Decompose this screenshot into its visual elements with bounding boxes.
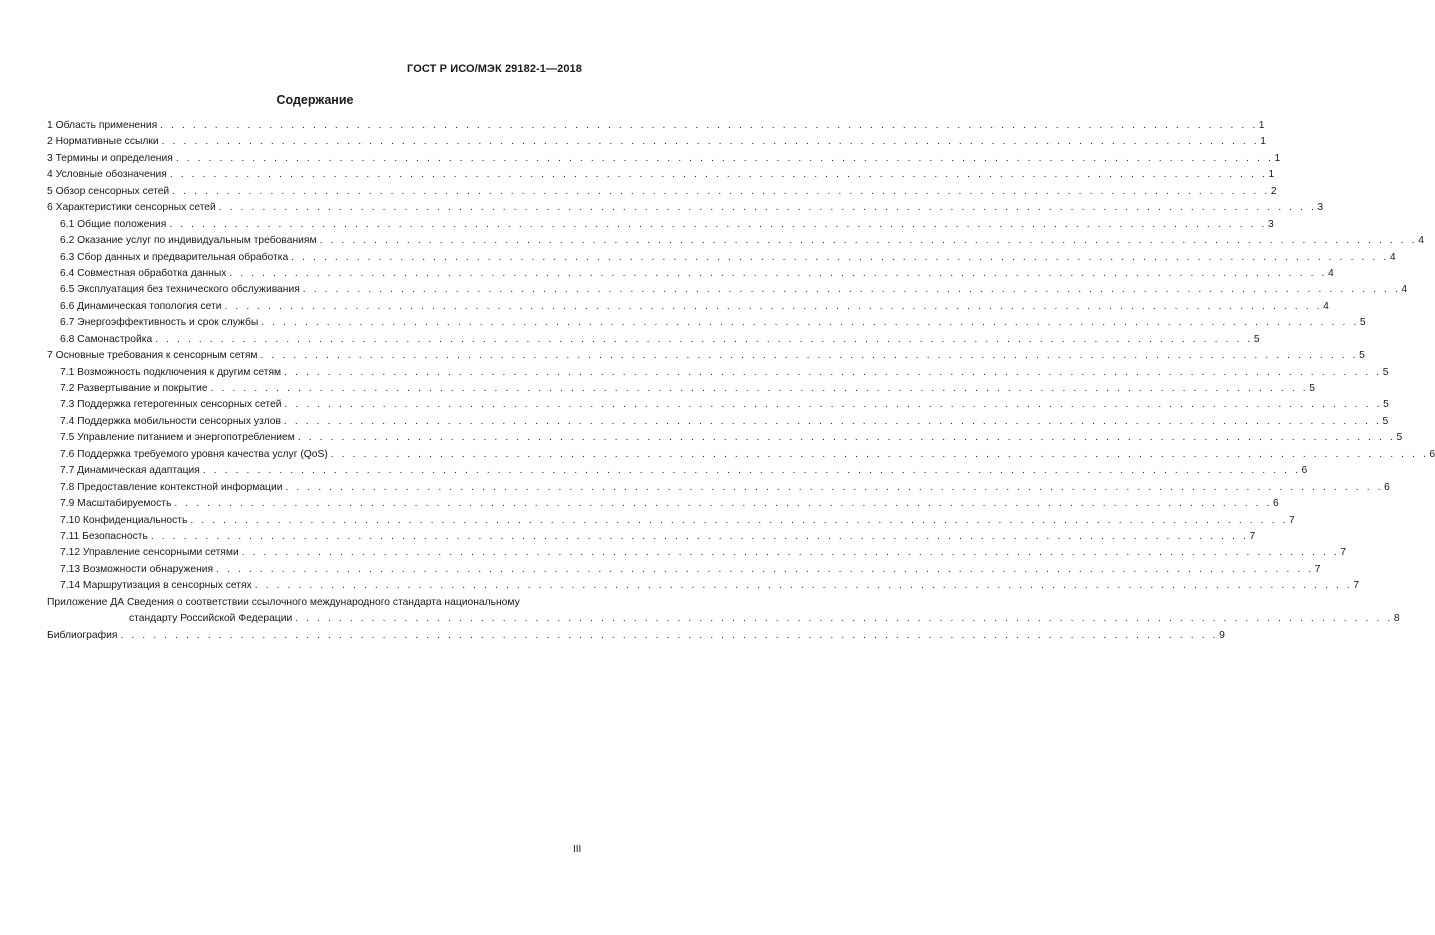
leader-dots: . . . . . . . . . . . . . . . . . . . . . . . . . . . . . . . . . . . . . . . . . . . . . . . . . . . . . . . . . . . . . . . . . . . . . . . . . . . . . . . . . . . . . . . . . . . . . . . . . . . . . [210, 383, 1309, 394]
table-of-contents [47, 118, 1435, 644]
toc-entry-page: 1 [1260, 136, 1266, 148]
toc-subentry[interactable] [47, 233, 1424, 249]
leader-dots: . . . . . . . . . . . . . . . . . . . . . . . . . . . . . . . . . . . . . . . . . . . . . . . . . . . . . . . . . . . . . . . . . . . . . . . . . . . . . . . . . . . . . . . . . . . . . . . . . . . . . [190, 514, 1288, 526]
toc-entry-page: 4 [1323, 300, 1329, 312]
toc-entry-page: 3 [1317, 202, 1324, 214]
toc-subentry[interactable] [47, 545, 1347, 561]
document-header: ГОСТ Р ИСО/МЭК 29182-1—2018 [407, 63, 582, 75]
toc-entry-label: 2 Нормативные ссылки [47, 136, 159, 148]
toc-entry-page: 4 [1328, 267, 1334, 279]
leader-dots: . . . . . . . . . . . . . . . . . . . . . . . . . . . . . . . . . . . . . . . . . . . . . . . . . . . . . . . . . . . . . . . . . . . . . . . . . . . . . . . . . . . . . . . . . . . . . . . . . . . . . [241, 547, 1340, 559]
toc-entry-label: 7.4 Поддержка мобильности сенсорных узлов [60, 415, 281, 427]
leader-dots: . . . . . . . . . . . . . . . . . . . . . . . . . . . . . . . . . . . . . . . . . . . . . . . . . . . . . . . . . . . . . . . . . . . . . . . . . . . . . . . . . . . . . . . . . . . . . . . . . . . . . [302, 284, 1401, 296]
toc-entry-page: 3 [1267, 218, 1274, 230]
leader-dots: . . . . . . . . . . . . . . . . . . . . . . . . . . . . . . . . . . . . . . . . . . . . . . . . . . . . . . . . . . . . . . . . . . . . . . . . . . . . . . . . . . . . . . . . . . . . . . . . . . . . . [229, 267, 1328, 279]
toc-entry-label: 6 Характеристики сенсорных сетей [47, 202, 216, 214]
leader-dots: . . . . . . . . . . . . . . . . . . . . . . . . . . . . . . . . . . . . . . . . . . . . . . . . . . . . . . . . . . . . . . . . . . . . . . . . . . . . . . . . . . . . . . . . . . . . . . . . . . . . . [161, 136, 1260, 148]
toc-entry-page: 5 [1359, 317, 1366, 329]
leader-dots: . . . . . . . . . . . . . . . . . . . . . . . . . . . . . . . . . . . . . . . . . . . . . . . . . . . . . . . . . . . . . . . . . . . . . . . . . . . . . . . . . . . . . . . . . . . . . . . . . . . . . [175, 152, 1274, 164]
leader-dots: . . . . . . . . . . . . . . . . . . . . . . . . . . . . . . . . . . . . . . . . . . . . . . . . . . . . . . . . . . . . . . . . . . . . . . . . . . . . . . . . . . . . . . . . . . . . . . . . . . . . . [169, 169, 1268, 181]
toc-entry-label: 7.1 Возможность подключения к другим сетям [60, 366, 282, 378]
toc-subentry[interactable] [47, 529, 1256, 545]
appendix-title-line1: Приложение ДА Сведения о соответствии ссылочного международного стандарта национальному [47, 596, 520, 608]
leader-dots: . . . . . . . . . . . . . . . . . . . . . . . . . . . . . . . . . . . . . . . . . . . . . . . . . . . . . . . . . . . . . . . . . . . . . . . . . . . . . . . . . . . . . . . . . . . . . . . . . . . . . [285, 481, 1384, 493]
toc-subentry[interactable] [47, 447, 1435, 463]
toc-entry-page: 9 [1219, 629, 1225, 641]
toc-entry-label: 6.8 Самонастройка [60, 333, 153, 345]
toc-subentry[interactable] [47, 332, 1260, 348]
toc-subentry[interactable] [47, 365, 1389, 381]
toc-subentry[interactable] [47, 578, 1360, 594]
toc-entry-page: 2 [1270, 185, 1277, 197]
toc-entry-label: 7.5 Управление питанием и энергопотреблением [60, 432, 295, 444]
toc-entry-label: 6.6 Динамическая топология сети [60, 300, 222, 312]
toc-subentry[interactable] [47, 513, 1295, 529]
leader-dots: . . . . . . . . . . . . . . . . . . . . . . . . . . . . . . . . . . . . . . . . . . . . . . . . . . . . . . . . . . . . . . . . . . . . . . . . . . . . . . . . . . . . . . . . . . . . . . . . . . . . . [172, 185, 1270, 197]
toc-entry-label: 7.11 Безопасность [60, 530, 148, 542]
leader-dots: . . . . . . . . . . . . . . . . . . . . . . . . . . . . . . . . . . . . . . . . . . . . . . . . . . . . . . . . . . . . . . . . . . . . . . . . . . . . . . . . . . . . . . . . . . . . . . . . . . . . . [202, 465, 1301, 477]
toc-entry-label: 7.3 Поддержка гетерогенных сенсорных сетей [60, 399, 282, 411]
page-number: III [573, 844, 582, 855]
toc-entry-page: 5 [1383, 399, 1389, 411]
toc-entry[interactable] [47, 348, 1365, 364]
toc-subentry[interactable] [47, 315, 1366, 331]
leader-dots: . . . . . . . . . . . . . . . . . . . . . . . . . . . . . . . . . . . . . . . . . . . . . . . . . . . . . . . . . . . . . . . . . . . . . . . . . . . . . . . . . . . . . . . . . . . . . . . . . . . . . [284, 399, 1383, 411]
toc-entry-label: 7.8 Предоставление контекстной информации [60, 481, 283, 493]
toc-entry[interactable] [47, 134, 1266, 150]
toc-entry-page: 4 [1401, 284, 1408, 296]
toc-entry-page: 5 [1359, 350, 1365, 362]
toc-entry-label: 7.13 Возможности обнаружения [60, 563, 214, 575]
toc-entry-page: 5 [1309, 383, 1315, 394]
toc-entry-page: 4 [1389, 251, 1396, 263]
toc-subentry[interactable] [47, 381, 1315, 397]
leader-dots: . . . . . . . . . . . . . . . . . . . . . . . . . . . . . . . . . . . . . . . . . . . . . . . . . . . . . . . . . . . . . . . . . . . . . . . . . . . . . . . . . . . . . . . . . . . . . . . . . . . . . [295, 613, 1393, 625]
leader-dots: . . . . . . . . . . . . . . . . . . . . . . . . . . . . . . . . . . . . . . . . . . . . . . . . . . . . . . . . . . . . . . . . . . . . . . . . . . . . . . . . . . . . . . . . . . . . . . . . . . . . . [150, 530, 1249, 542]
leader-dots: . . . . . . . . . . . . . . . . . . . . . . . . . . . . . . . . . . . . . . . . . . . . . . . . . . . . . . . . . . . . . . . . . . . . . . . . . . . . . . . . . . . . . . . . . . . . . . . . . . . . . [297, 432, 1396, 444]
toc-entry-appendix[interactable] [47, 595, 1400, 628]
toc-entry-page: 5 [1382, 415, 1389, 427]
leader-dots: . . . . . . . . . . . . . . . . . . . . . . . . . . . . . . . . . . . . . . . . . . . . . . . . . . . . . . . . . . . . . . . . . . . . . . . . . . . . . . . . . . . . . . . . . . . . . . . . . . . . . [283, 415, 1382, 427]
toc-subentry[interactable] [47, 299, 1329, 315]
toc-entry-label: 7.2 Развертывание и покрытие [60, 383, 208, 394]
toc-subentry[interactable] [47, 430, 1403, 446]
toc-entry-page: 7 [1288, 514, 1295, 526]
leader-dots: . . . . . . . . . . . . . . . . . . . . . . . . . . . . . . . . . . . . . . . . . . . . . . . . . . . . . . . . . . . . . . . . . . . . . . . . . . . . . . . . . . . . . . . . . . . . . . . . . . . . . [169, 218, 1267, 230]
toc-entry-page: 1 [1268, 169, 1275, 181]
toc-entry-page: 6 [1384, 481, 1390, 493]
toc-entry-label: 4 Условные обозначения [47, 169, 167, 181]
toc-subentry[interactable] [47, 250, 1396, 266]
toc-subentry[interactable] [47, 282, 1408, 298]
toc-entry-label: 6.7 Энергоэффективность и срок службы [60, 317, 259, 329]
leader-dots: . . . . . . . . . . . . . . . . . . . . . . . . . . . . . . . . . . . . . . . . . . . . . . . . . . . . . . . . . . . . . . . . . . . . . . . . . . . . . . . . . . . . . . . . . . . . . . . . . . . . . [174, 498, 1273, 510]
toc-entry-page: 5 [1253, 333, 1260, 345]
page-title: Содержание [276, 93, 354, 107]
toc-entry-label: 3 Термины и определения [47, 152, 173, 164]
toc-entry-page: 5 [1382, 366, 1389, 378]
toc-subentry[interactable] [47, 414, 1389, 430]
toc-entry-label: 7.9 Масштабируемость [60, 498, 172, 510]
leader-dots: . . . . . . . . . . . . . . . . . . . . . . . . . . . . . . . . . . . . . . . . . . . . . . . . . . . . . . . . . . . . . . . . . . . . . . . . . . . . . . . . . . . . . . . . . . . . . . . . . . . . . [155, 333, 1253, 345]
leader-dots: . . . . . . . . . . . . . . . . . . . . . . . . . . . . . . . . . . . . . . . . . . . . . . . . . . . . . . . . . . . . . . . . . . . . . . . . . . . . . . . . . . . . . . . . . . . . . . . . . . . . . [224, 300, 1323, 312]
toc-entry-page: 8 [1393, 613, 1400, 625]
toc-subentry[interactable] [47, 217, 1274, 233]
toc-entry-page: 7 [1314, 563, 1321, 575]
toc-entry[interactable] [47, 167, 1275, 183]
toc-subentry[interactable] [47, 562, 1321, 578]
leader-dots: . . . . . . . . . . . . . . . . . . . . . . . . . . . . . . . . . . . . . . . . . . . . . . . . . . . . . . . . . . . . . . . . . . . . . . . . . . . . . . . . . . . . . . . . . . . . . . . . . . . . . [284, 366, 1382, 378]
leader-dots: . . . . . . . . . . . . . . . . . . . . . . . . . . . . . . . . . . . . . . . . . . . . . . . . . . . . . . . . . . . . . . . . . . . . . . . . . . . . . . . . . . . . . . . . . . . . . . . . . . . . . [261, 317, 1359, 329]
toc-entry[interactable] [47, 184, 1277, 200]
toc-subentry[interactable] [47, 266, 1334, 282]
toc-entry[interactable] [47, 151, 1281, 167]
toc-entry-label: 1 Область применения [47, 120, 158, 131]
toc-entry-page: 7 [1249, 530, 1256, 542]
toc-entry-label: 7.10 Конфиденциальность [60, 514, 188, 526]
toc-entry-label: 7.6 Поддержка требуемого уровня качества услуг (QoS) [60, 448, 328, 460]
toc-entry-label: 7.12 Управление сенсорными сетями [60, 547, 239, 559]
toc-entry-page: 1 [1274, 152, 1281, 164]
toc-entry-page: 6 [1273, 498, 1279, 510]
leader-dots: . . . . . . . . . . . . . . . . . . . . . . . . . . . . . . . . . . . . . . . . . . . . . . . . . . . . . . . . . . . . . . . . . . . . . . . . . . . . . . . . . . . . . . . . . . . . . . . . . . . . . [218, 202, 1317, 214]
toc-subentry[interactable] [47, 496, 1279, 512]
toc-entry-label: 7 Основные требования к сенсорным сетям [47, 350, 258, 362]
toc-entry-label: 6.4 Совместная обработка данных [60, 267, 227, 279]
toc-entry-page: 1 [1258, 120, 1265, 131]
toc-entry[interactable] [47, 118, 1265, 134]
toc-entry-label: 6.5 Эксплуатация без технического обслуживания [60, 284, 300, 296]
toc-entry-label: 6.2 Оказание услуг по индивидуальным требованиям [60, 235, 317, 247]
toc-subentry[interactable] [47, 397, 1389, 413]
toc-entry-bibliography[interactable] [47, 628, 1225, 644]
toc-entry-label: 6.1 Общие положения [60, 218, 167, 230]
toc-entry[interactable] [47, 200, 1324, 216]
toc-entry-label: 5 Обзор сенсорных сетей [47, 185, 170, 197]
leader-dots: . . . . . . . . . . . . . . . . . . . . . . . . . . . . . . . . . . . . . . . . . . . . . . . . . . . . . . . . . . . . . . . . . . . . . . . . . . . . . . . . . . . . . . . . . . . . . . . . . . . . . [319, 235, 1418, 247]
toc-entry-page: 7 [1340, 547, 1347, 559]
toc-entry-page: 6 [1429, 448, 1435, 460]
toc-entry-label: Библиография [47, 629, 118, 641]
toc-entry-page: 6 [1301, 465, 1308, 477]
toc-entry-page: 5 [1396, 432, 1403, 444]
leader-dots: . . . . . . . . . . . . . . . . . . . . . . . . . . . . . . . . . . . . . . . . . . . . . . . . . . . . . . . . . . . . . . . . . . . . . . . . . . . . . . . . . . . . . . . . . . . . . . . . . . . . . [160, 120, 1258, 131]
leader-dots: . . . . . . . . . . . . . . . . . . . . . . . . . . . . . . . . . . . . . . . . . . . . . . . . . . . . . . . . . . . . . . . . . . . . . . . . . . . . . . . . . . . . . . . . . . . . . . . . . . . . . [254, 580, 1353, 592]
leader-dots: . . . . . . . . . . . . . . . . . . . . . . . . . . . . . . . . . . . . . . . . . . . . . . . . . . . . . . . . . . . . . . . . . . . . . . . . . . . . . . . . . . . . . . . . . . . . . . . . . . . . . [291, 251, 1389, 263]
toc-subentry[interactable] [47, 463, 1308, 479]
toc-entry-label: 7.7 Динамическая адаптация [60, 465, 200, 477]
toc-entry-page: 7 [1353, 580, 1360, 592]
toc-entry-label: 6.3 Сбор данных и предварительная обработка [60, 251, 289, 263]
leader-dots: . . . . . . . . . . . . . . . . . . . . . . . . . . . . . . . . . . . . . . . . . . . . . . . . . . . . . . . . . . . . . . . . . . . . . . . . . . . . . . . . . . . . . . . . . . . . . . . . . . . . . [120, 629, 1219, 641]
toc-entry-label: 7.14 Маршрутизация в сенсорных сетях [60, 580, 252, 592]
leader-dots: . . . . . . . . . . . . . . . . . . . . . . . . . . . . . . . . . . . . . . . . . . . . . . . . . . . . . . . . . . . . . . . . . . . . . . . . . . . . . . . . . . . . . . . . . . . . . . . . . . . . . [260, 350, 1359, 362]
appendix-title-line2: стандарту Российской Федерации [129, 613, 293, 625]
leader-dots: . . . . . . . . . . . . . . . . . . . . . . . . . . . . . . . . . . . . . . . . . . . . . . . . . . . . . . . . . . . . . . . . . . . . . . . . . . . . . . . . . . . . . . . . . . . . . . . . . . . . . [330, 448, 1429, 460]
toc-subentry[interactable] [47, 480, 1390, 496]
toc-entry-page: 4 [1418, 235, 1424, 247]
leader-dots: . . . . . . . . . . . . . . . . . . . . . . . . . . . . . . . . . . . . . . . . . . . . . . . . . . . . . . . . . . . . . . . . . . . . . . . . . . . . . . . . . . . . . . . . . . . . . . . . . . . . . [216, 563, 1314, 575]
